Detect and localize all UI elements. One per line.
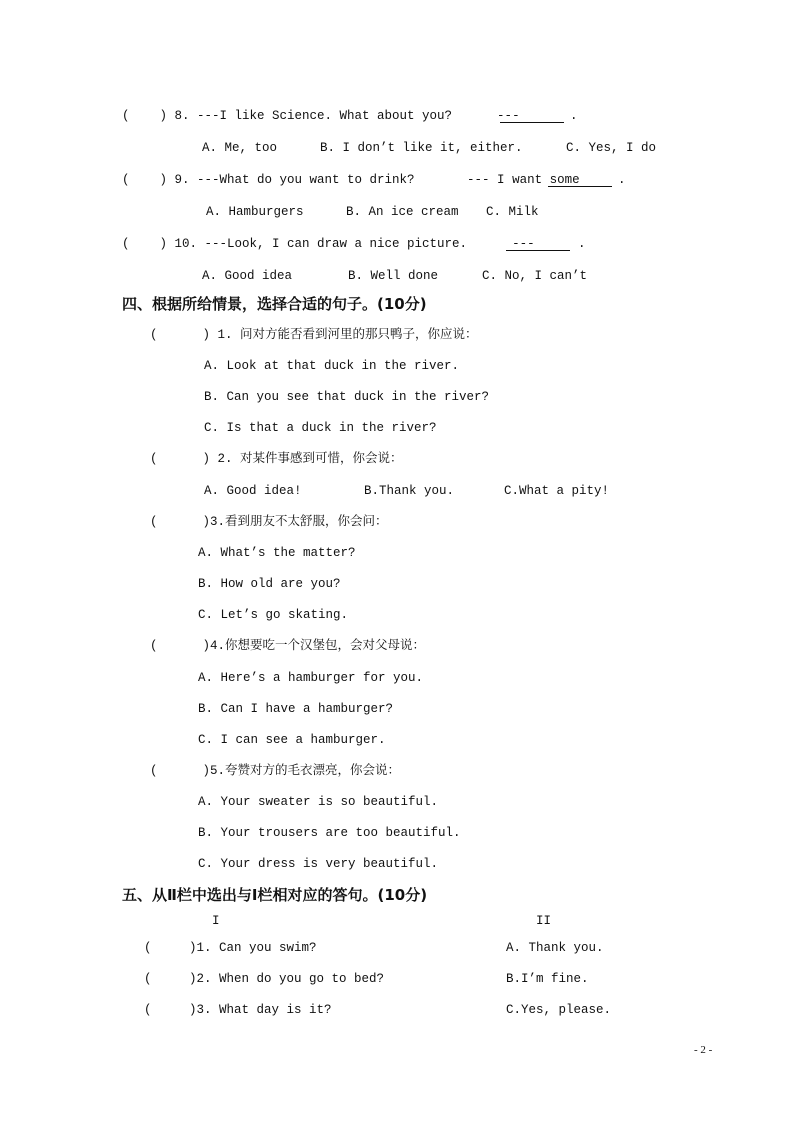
s4-item-option-c: C. Let’s go skating.	[198, 608, 349, 622]
s4-item-option-c: C. Is that a duck in the river?	[204, 421, 437, 435]
q8-option-a: A. Me, too	[202, 141, 278, 155]
match-question: ( )3. What day is it?	[144, 1003, 332, 1017]
s4-item-stem: ( ) 2. 对某件事感到可惜，你会说：	[150, 452, 403, 466]
s4-item-option-a: A. Look at that duck in the river.	[204, 359, 460, 373]
q8-answer-blank[interactable]	[500, 110, 564, 123]
s4-item-option-b: B. How old are you?	[198, 577, 341, 591]
match-question: ( )1. Can you swim?	[144, 941, 317, 955]
q10-end: .	[578, 237, 586, 251]
s4-item-option-c: C. Your dress is very beautiful.	[198, 857, 439, 871]
s4-item-option-a: A. Your sweater is so beautiful.	[198, 795, 439, 809]
column-1-header: I	[212, 914, 220, 928]
s4-item-option-c: C. I can see a hamburger.	[198, 733, 386, 747]
q9-option-b: B. An ice cream	[346, 205, 459, 219]
s4-item-stem: ( )4.你想要吃一个汉堡包，会对父母说：	[150, 639, 426, 653]
q10-stem: ( ) 10. ---Look, I can draw a nice picture. ---	[122, 237, 535, 251]
s4-item-stem: ( )3.看到朋友不太舒服，你会问：	[150, 515, 388, 529]
s4-item-stem: ( )5.夸赞对方的毛衣漂亮，你会说：	[150, 764, 401, 778]
s4-item-option-a: A. What’s the matter?	[198, 546, 356, 560]
s4-item-stem: ( ) 1. 问对方能否看到河里的那只鸭子，你应说：	[150, 328, 478, 342]
s4-item-option-b: B. Your trousers are too beautiful.	[198, 826, 461, 840]
column-2-header: II	[536, 914, 552, 928]
page-number: - 2 -	[694, 1044, 713, 1056]
match-answer: B.I’m fine.	[506, 972, 589, 986]
q10-option-a: A. Good idea	[202, 269, 293, 283]
q9-option-c: C. Milk	[486, 205, 539, 219]
s4-item-option-b: B.Thank you.	[364, 484, 455, 498]
match-answer: A. Thank you.	[506, 941, 604, 955]
q10-option-c: C. No, I can’t	[482, 269, 588, 283]
q10-answer-blank[interactable]	[506, 238, 570, 251]
q9-end: .	[618, 173, 626, 187]
section-5-heading: 五、从Ⅱ栏中选出与Ⅰ栏相对应的答句。(10分)	[122, 886, 428, 904]
q9-answer-blank[interactable]	[548, 174, 612, 187]
s4-item-option-a: A. Good idea!	[204, 484, 302, 498]
s4-item-option-b: B. Can you see that duck in the river?	[204, 390, 490, 404]
q8-option-c: C. Yes, I do	[566, 141, 657, 155]
match-answer: C.Yes, please.	[506, 1003, 612, 1017]
q9-stem: ( ) 9. ---What do you want to drink? --- I want some	[122, 173, 580, 187]
q10-option-b: B. Well done	[348, 269, 439, 283]
q9-option-a: A. Hamburgers	[206, 205, 304, 219]
q8-option-b: B. I don’t like it, either.	[320, 141, 523, 155]
q8-stem: ( ) 8. ---I like Science. What about you? ---	[122, 109, 520, 123]
s4-item-option-c: C.What a pity!	[504, 484, 610, 498]
s4-item-option-b: B. Can I have a hamburger?	[198, 702, 394, 716]
section-4-heading: 四、根据所给情景，选择合适的句子。(10分)	[122, 295, 427, 313]
s4-item-option-a: A. Here’s a hamburger for you.	[198, 671, 424, 685]
q8-end: .	[570, 109, 578, 123]
match-question: ( )2. When do you go to bed?	[144, 972, 385, 986]
